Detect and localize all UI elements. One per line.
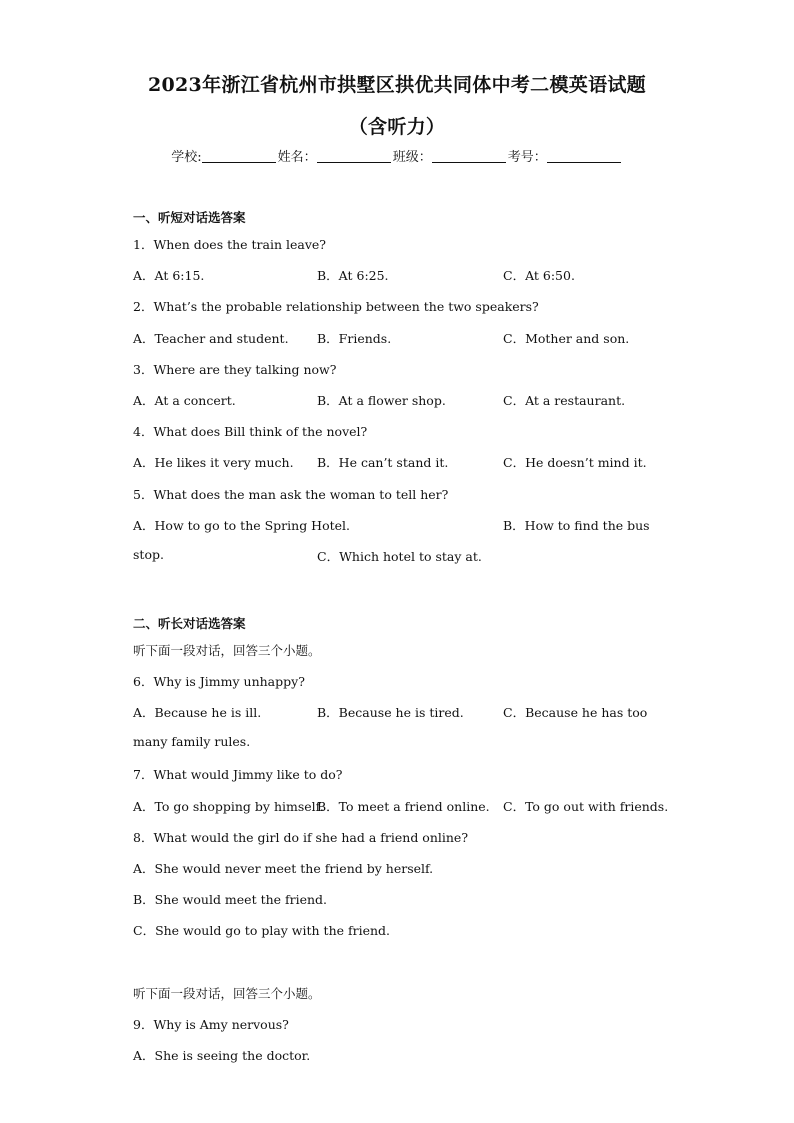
- exam-number-label: 考号：: [507, 150, 547, 165]
- q1-option-b: B．At 6:25.: [317, 268, 389, 283]
- q1-option-a: A．At 6:15.: [133, 268, 205, 283]
- q4-option-a: A．He likes it very much.: [133, 455, 294, 470]
- q3-option-a: A．At a concert.: [133, 393, 236, 408]
- q4-option-c: C．He doesn’t mind it.: [503, 455, 647, 470]
- page-subtitle: （含听力）: [348, 116, 446, 138]
- name-blank[interactable]: [317, 150, 391, 163]
- section1-heading: 一、听短对话选答案: [133, 210, 246, 225]
- section2-heading: 二、听长对话选答案: [133, 616, 246, 631]
- name-label: 姓名：: [277, 150, 317, 165]
- q5-option-c: C．Which hotel to stay at.: [317, 549, 482, 564]
- page-title: 2023年浙江省杭州市拱墅区拱优共同体中考二模英语试题: [148, 74, 646, 96]
- section2-intro-1: 听下面一段对话，回答三个小题。: [133, 643, 321, 658]
- q7-option-c: C．To go out with friends.: [503, 799, 669, 814]
- q7-stem: 7．What would Jimmy like to do?: [133, 767, 343, 782]
- class-label: 班级：: [392, 150, 432, 165]
- q3-stem: 3．Where are they talking now?: [133, 362, 337, 377]
- q1-option-c: C．At 6:50.: [503, 268, 575, 283]
- q6-option-c-wrap: many family rules.: [133, 734, 251, 749]
- q2-option-b: B．Friends.: [317, 331, 392, 346]
- school-blank[interactable]: [202, 150, 276, 163]
- q6-option-b: B．Because he is tired.: [317, 705, 464, 720]
- q2-option-a: A．Teacher and student.: [133, 331, 289, 346]
- q7-option-b: B．To meet a friend online.: [317, 799, 490, 814]
- school-label: 学校:: [171, 150, 202, 165]
- q4-stem: 4．What does Bill think of the novel?: [133, 424, 368, 439]
- q2-stem: 2．What’s the probable relationship between the two speakers?: [133, 299, 539, 314]
- q5-option-a: A．How to go to the Spring Hotel.: [133, 518, 350, 533]
- q8-option-b: B．She would meet the friend.: [133, 892, 328, 907]
- q7-option-a: A．To go shopping by himself.: [133, 799, 324, 814]
- q2-option-c: C．Mother and son.: [503, 331, 630, 346]
- q5-option-b-wrap: stop.: [133, 547, 164, 562]
- q8-stem: 8．What would the girl do if she had a friend online?: [133, 830, 469, 845]
- section2-intro-2: 听下面一段对话，回答三个小题。: [133, 986, 321, 1001]
- q6-option-a: A．Because he is ill.: [133, 705, 262, 720]
- q3-option-c: C．At a restaurant.: [503, 393, 626, 408]
- q5-stem: 5．What does the man ask the woman to tell her?: [133, 487, 449, 502]
- class-blank[interactable]: [432, 150, 506, 163]
- q4-option-b: B．He can’t stand it.: [317, 455, 449, 470]
- q8-option-c: C．She would go to play with the friend.: [133, 923, 391, 938]
- q9-stem: 9．Why is Amy nervous?: [133, 1017, 289, 1032]
- student-info-line: [0, 146, 794, 165]
- q8-option-a: A．She would never meet the friend by herself.: [133, 861, 434, 876]
- exam-number-blank[interactable]: [547, 150, 621, 163]
- q3-option-b: B．At a flower shop.: [317, 393, 446, 408]
- q1-stem: 1．When does the train leave?: [133, 237, 327, 252]
- q6-option-c: C．Because he has too: [503, 705, 648, 720]
- q9-option-a: A．She is seeing the doctor.: [133, 1048, 311, 1063]
- q5-option-b: B．How to find the bus: [503, 518, 650, 533]
- q6-stem: 6．Why is Jimmy unhappy?: [133, 674, 305, 689]
